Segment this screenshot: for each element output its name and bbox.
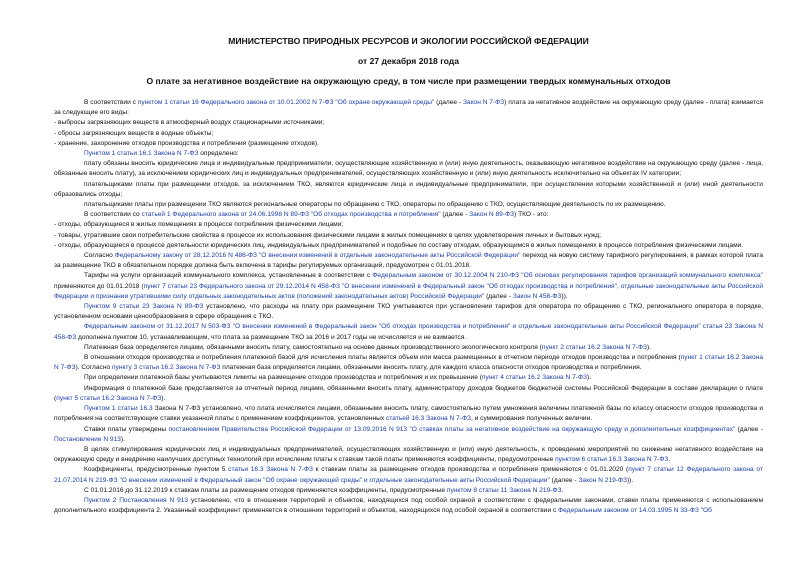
body-paragraph bbox=[54, 445, 763, 465]
law-reference-link[interactable]: Федеральным законом от 31.12.2017 N 503-ФЗ "О внесении изменений в Федеральный закон "Об отходах производства и потребления" и отдельные законодательные акты Российской Федерации" bbox=[84, 323, 701, 331]
document-organization: МИНИСТЕРСТВО ПРИРОДНЫХ РЕСУРСОВ И ЭКОЛОГИИ РОССИЙСКОЙ ФЕДЕРАЦИИ bbox=[228, 36, 589, 46]
law-reference-link[interactable]: Закон N 219-ФЗ bbox=[578, 476, 627, 484]
law-reference-link[interactable]: статья 23 Закона N 458-ФЗ bbox=[54, 323, 763, 341]
law-reference-link[interactable]: пункт 1 статьи 16.2 Закона N 7-ФЗ bbox=[54, 354, 764, 372]
paragraph-text: (далее - bbox=[484, 292, 513, 300]
law-reference-link[interactable]: Пунктом 1 статьи 16.1 Закона N 7-ФЗ bbox=[84, 150, 199, 158]
list-item bbox=[54, 241, 763, 251]
body-paragraph bbox=[54, 98, 763, 118]
paragraph-text: ). bbox=[120, 435, 125, 443]
law-reference-link[interactable]: пункт 7 статьи 12 Федерального закона от 21.07.2014 N 219-ФЗ "О внесении изменений в Федеральный закон "Об охране окружающей среды" и отдельные законодательные акты Российской Федерации" bbox=[54, 466, 763, 484]
body-paragraph bbox=[54, 353, 763, 373]
paragraph-text: - хранение, захоронение отходов производства и потребления (размещение отходов). bbox=[54, 139, 319, 147]
body-paragraph bbox=[54, 251, 763, 271]
list-item bbox=[54, 231, 763, 241]
law-reference-link[interactable]: пунктом 6 статьи 16.3 Закона N 7-ФЗ bbox=[555, 456, 669, 464]
document-date: от 27 декабря 2018 года bbox=[357, 56, 460, 66]
paragraph-text: переход на новую систему тарифного регулирования, в рамках которой плата за размещение ТКО в обязательном порядке должна быть включена в тарифы регулируемых организаций, предусмотрен с 01.01.2018. bbox=[54, 252, 764, 270]
law-reference-link[interactable]: Федеральным законом от 14.03.1995 N 33-ФЗ "Об bbox=[558, 507, 712, 515]
body-paragraph bbox=[54, 210, 763, 220]
law-reference-link[interactable]: пункт 2 статьи 16.2 Закона N 7-ФЗ bbox=[541, 343, 647, 351]
paragraph-text: определено: bbox=[198, 150, 239, 158]
law-reference-link[interactable]: пунктом 8 статьи 11 Закона N 219-ФЗ bbox=[446, 486, 562, 494]
paragraph-text: платежная база определяется лицами, обязанными вносить плату, для каждого класса опасности отходов производства и потребления. bbox=[220, 364, 642, 372]
law-reference-link[interactable]: Федеральному закону от 28.12.2016 N 486-ФЗ "О внесении изменений в отдельные законодательные акты Российской Федерации" bbox=[114, 252, 521, 260]
paragraph-text: (далее - bbox=[549, 476, 579, 484]
law-reference-link[interactable]: пункт 7 статьи 23 Федерального закона от 29.12.2014 N 458-ФЗ "О внесении изменений в Федеральный закон "Об отходах производства и потребления", отдельные законодательные акты Российской Федерации и признании утратившими силу отдельных законодательных актов (положений законодательных актов) Российской Федерации" bbox=[54, 282, 764, 300]
paragraph-text: В целях стимулирования юридических лиц и индивидуальных предпринимателей, осуществляющих хозяйственную и (или) иную деятельность, к проведению мероприятий по снижению негативного воздействия на окружающую среду и внедрению наилучших доступных технологий при исчислении платы к ставкам такой платы применяются коэффициенты, предусмотренные bbox=[54, 445, 763, 464]
paragraph-text: При определении платежной базы учитываются лимиты на размещение отходов производства и потребления и их превышение ( bbox=[84, 374, 482, 382]
body-paragraph bbox=[54, 159, 763, 179]
law-reference-link[interactable]: статьей 16.3 Закона N 7-ФЗ bbox=[386, 415, 471, 423]
paragraph-text: ). bbox=[646, 343, 651, 351]
law-reference-link[interactable]: постановлением Правительства Российской Федерации от 13.09.2016 N 913 "О ставках платы за негативное воздействие на окружающую среду и дополнительных коэффициентах" bbox=[168, 425, 736, 433]
list-item bbox=[54, 118, 763, 128]
law-reference-link[interactable]: Постановление N 913 bbox=[54, 435, 121, 443]
paragraph-text: к ставкам платы за размещение отходов производства и потребления применяются с 01.01.2020 ( bbox=[312, 466, 629, 474]
paragraph-text: . bbox=[561, 486, 564, 494]
body-paragraph bbox=[54, 404, 763, 424]
law-reference-link[interactable]: Закон N 7-ФЗ bbox=[462, 99, 505, 106]
body-paragraph bbox=[54, 343, 763, 353]
body-paragraph bbox=[54, 425, 763, 445]
paragraph-text: ) ТКО - это: bbox=[514, 211, 549, 219]
law-reference-link[interactable]: Пунктом 9 статьи 23 Закона N 89-ФЗ bbox=[84, 303, 204, 311]
body-paragraph bbox=[54, 149, 763, 159]
law-reference-link[interactable]: пункт 4 статьи 16.2 Закона N 7-ФЗ bbox=[481, 374, 587, 382]
body-paragraph bbox=[54, 180, 763, 200]
body-paragraph bbox=[54, 496, 763, 516]
body-paragraph bbox=[54, 200, 763, 210]
body-paragraph bbox=[54, 465, 763, 485]
body-paragraph bbox=[54, 302, 763, 322]
law-reference-link[interactable]: Закон N 458-ФЗ bbox=[512, 292, 562, 300]
paragraph-text: В соответствии со bbox=[84, 211, 142, 219]
law-reference-link[interactable]: статьей 1 Федерального закона от 24.06.1998 N 89-ФЗ "Об отходах производства и потребления" bbox=[141, 211, 441, 219]
list-item bbox=[54, 139, 763, 149]
paragraph-text: , и суммирования полученных величин. bbox=[470, 415, 593, 423]
paragraph-text: ). bbox=[587, 374, 592, 382]
law-reference-link[interactable]: пункт 5 статьи 16.2 Закона N 7-ФЗ bbox=[56, 394, 162, 402]
paragraph-text: - сбросы загрязняющих веществ в водные объекты; bbox=[54, 129, 214, 137]
paragraph-text: Платежная база определяется лицами, обязанными вносить плату, самостоятельно на основе данных производственного экологического контроля ( bbox=[84, 343, 542, 351]
body-paragraph bbox=[54, 271, 763, 302]
paragraph-text: плательщиками платы при размещении ТКО являются региональные операторы по обращению с ТКО, операторы по обращению с ТКО, осуществляющие деятельность по их размещению. bbox=[84, 201, 666, 209]
paragraph-text: дополнена пунктом 10, устанавливающим, что плата за размещение ТКО за 2016 и 2017 годы не исчисляется и не взимается. bbox=[76, 333, 467, 341]
paragraph-text: . bbox=[668, 456, 671, 464]
law-reference-link[interactable]: Закон N 89-ФЗ bbox=[469, 211, 515, 219]
body-paragraph bbox=[54, 486, 763, 496]
paragraph-text: - выбросы загрязняющих веществ в атмосферный воздух стационарными источниками; bbox=[54, 119, 325, 127]
body-paragraph bbox=[54, 384, 763, 404]
document-title: О плате за негативное воздействие на окружающую среду, в том числе при размещении твердых коммунальных отходов bbox=[146, 76, 671, 86]
law-reference-link[interactable]: статьи 16.3 Закона N 7-ФЗ bbox=[228, 466, 313, 474]
paragraph-text: С 01.01.2016 до 31.12.2019 к ставкам платы за размещение отходов применяются коэффициенты, предусмотренные bbox=[84, 486, 447, 494]
law-reference-link[interactable]: Пунктом 2 Постановления N 913 bbox=[84, 496, 189, 504]
paragraph-text: В соответствии с bbox=[84, 99, 138, 106]
paragraph-text: Информация о платежной базе представляется за отчетный период лицами, обязанными вносить плату, администратору доходов бюджетов бюджетной системы Российской Федерации в составе декларации о плате ( bbox=[54, 384, 763, 402]
paragraph-text: ) плата за негативное воздействие на окружающую среду (далее - плата) взимается за следующие его виды: bbox=[54, 99, 763, 117]
paragraph-text: Согласно bbox=[84, 252, 115, 260]
document-body bbox=[54, 98, 763, 516]
list-item bbox=[54, 129, 763, 139]
law-reference-link[interactable]: Пунктом 1 статьи 16.3 bbox=[84, 405, 153, 413]
body-paragraph bbox=[54, 373, 763, 383]
list-item bbox=[54, 220, 763, 230]
paragraph-text: Тарифы на услуги организаций коммунального комплекса, установленные в соответствии с bbox=[84, 272, 373, 280]
paragraph-text: установлено, что в отношении территорий и объектов, находящихся под особой охраной в соответствии с федеральными законами, ставки платы применяются с использованием дополнительного коэффициента 2. Указанный коэффициент применяется в отношении территорий и объектов, находящихся под особой охраной в соответствии с bbox=[54, 496, 763, 515]
law-reference-link[interactable]: Федеральным законом от 30.12.2004 N 210-ФЗ "Об основах регулирования тарифов организаций коммунального комплекса" bbox=[372, 272, 763, 280]
law-reference-link[interactable]: пункту 3 статьи 16.2 Закона N 7-ФЗ bbox=[111, 364, 221, 372]
paragraph-text: (далее - bbox=[735, 425, 763, 433]
paragraph-text: - отходы, образующиеся в жилых помещениях в процессе потребления физическими лицами; bbox=[54, 221, 344, 229]
paragraph-text: - отходы, образующиеся в процессе деятельности юридических лиц, индивидуальных предпринимателей и подобные по составу отходам, образующимся в жилых помещениях в процессе потребления физическими лицами. bbox=[54, 241, 744, 249]
paragraph-text: установлено, что расходы на плату при размещении ТКО учитываются при установлении тарифов для оператора по обращению с ТКО, регионального оператора в порядке, установленном основами ценообразования в сфере обращения с ТКО. bbox=[54, 303, 763, 321]
paragraph-text: плату обязаны вносить юридические лица и индивидуальные предприниматели, осуществляющие хозяйственную и (или) иную деятельность, оказывающую негативное воздействие на окружающую среду (далее - лица, обязанные вносить плату), за исключением юридических лиц и индивидуальных предпринимателей, осуществляющих хозяйственную и (или) иную деятельность исключительно на объектах IV категории; bbox=[54, 160, 763, 178]
paragraph-text: )). bbox=[561, 292, 568, 300]
paragraph-text: ). Согласно bbox=[75, 364, 112, 372]
paragraph-text: )). bbox=[626, 476, 634, 484]
paragraph-text: Ставки платы утверждены bbox=[84, 425, 169, 433]
paragraph-text: Коэффициенты, предусмотренные пунктом 5 bbox=[84, 466, 229, 474]
paragraph-text: плательщиками платы при размещении отходов, за исключением ТКО, являются юридические лица и индивидуальные предприниматели, при осуществлении которыми хозяйственной и (или) иной деятельности образовались отходы; bbox=[54, 180, 763, 198]
law-reference-link[interactable]: пунктом 1 статьи 16 Федерального закона от 10.01.2002 N 7-ФЗ "Об охране окружающей среды" bbox=[137, 99, 435, 106]
body-paragraph bbox=[54, 322, 763, 342]
paragraph-text: ). bbox=[161, 394, 166, 402]
paragraph-text: - товары, утратившие свои потребительские свойства в процессе их использования физическими лицами в жилых помещениях в целях удовлетворения личных и бытовых нужд; bbox=[54, 231, 601, 239]
paragraph-text: (далее - bbox=[434, 99, 463, 106]
paragraph-text: Закона N 7-ФЗ установлено, что плата исчисляется лицами, обязанными вносить плату, самостоятельно путем умножения величины платежной базы по классу опасности отходов производства и потребления на соответствующие ставки указанной платы с применением коэффициентов, установленных bbox=[54, 405, 764, 423]
paragraph-text: (далее - bbox=[440, 211, 470, 219]
paragraph-text: В отношении отходов производства и потребления платежной базой для исчисления платы является объем или масса размещенных в отчетном периоде отходов производства и потребления ( bbox=[84, 354, 681, 362]
paragraph-text: применяются до 01.01.2018 ( bbox=[54, 282, 144, 290]
